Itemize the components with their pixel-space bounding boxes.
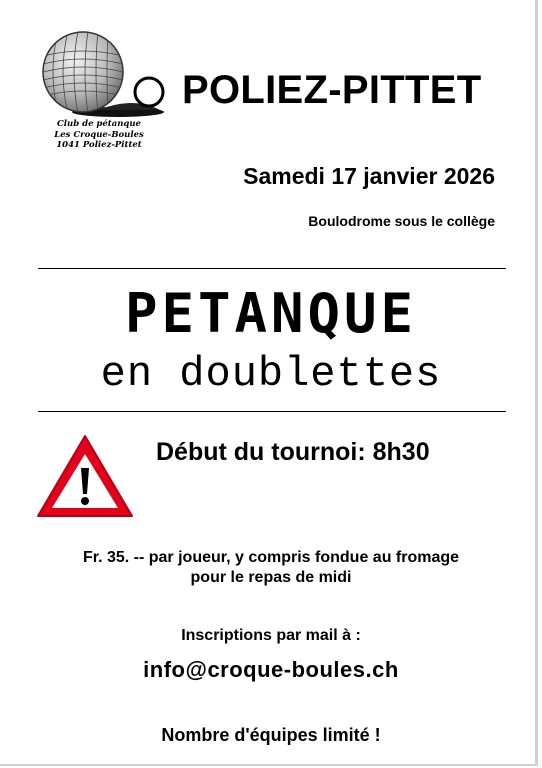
tournament-start-time: Début du tournoi: 8h30 <box>156 438 430 466</box>
club-logo-text <box>40 119 158 151</box>
logo-line-club: Club de pétanque <box>57 119 141 129</box>
signup-label: Inscriptions par mail à : <box>181 627 361 644</box>
divider-top <box>38 268 506 269</box>
contact-email-link[interactable]: info@croque-boules.ch <box>143 657 399 682</box>
price-line-2: pour le repas de midi <box>190 569 352 586</box>
headline: PETANQUE <box>124 282 418 345</box>
price-info <box>0 548 542 588</box>
event-date: Samedi 17 janvier 2026 <box>243 163 495 189</box>
team-limit-notice: Nombre d'équipes limité ! <box>161 725 381 745</box>
price-line-1: Fr. 35. -- par joueur, y compris fondue au fromage <box>82 549 460 566</box>
warning-sign <box>34 432 136 522</box>
warning-triangle-icon <box>34 432 136 522</box>
event-venue: Boulodrome sous le collège <box>308 213 495 229</box>
logo-line-address: 1041 Poliez-Pittet <box>56 140 142 150</box>
subheadline: en doublettes <box>100 350 442 398</box>
page-title: POLIEZ-PITTET <box>182 68 482 112</box>
petanque-balls-icon <box>38 26 168 121</box>
logo-line-name: Les Croque-Boules <box>54 129 144 140</box>
divider-bottom <box>38 411 506 412</box>
